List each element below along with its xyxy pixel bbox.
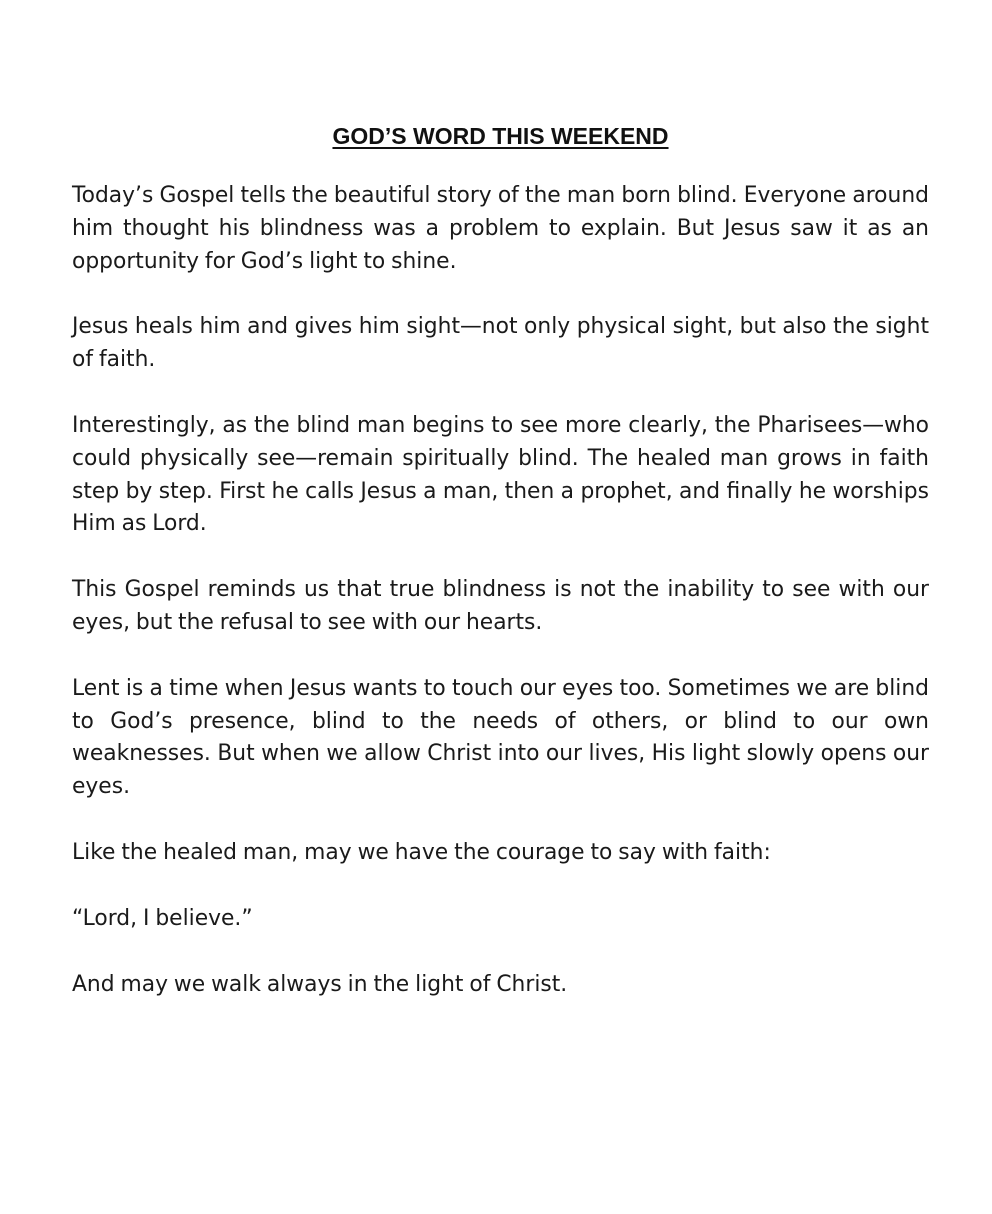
- paragraph-courage: Like the healed man, may we have the courage to say with faith:: [72, 839, 771, 865]
- page-title: GOD’S WORD THIS WEEKEND: [332, 123, 669, 149]
- document-page: [72, 118, 929, 1034]
- paragraph-pharisees: Interestingly, as the blind man begins to see more clearly, the Pharisees—who could physically see—remain spiritually blind. The healed man grows in faith step by step. First he calls Jesus a man, then a prophet, and finally he worships Him as Lord.: [72, 412, 929, 537]
- paragraph-quote: “Lord, I believe.”: [72, 905, 253, 931]
- paragraph-gospel-intro: Today’s Gospel tells the beautiful story of the man born blind. Everyone around him thought his blindness was a problem to explain. But Jesus saw it as an opportunity for God’s light to shine.: [72, 183, 929, 274]
- document-body: [72, 180, 929, 1001]
- paragraph-closing: And may we walk always in the light of Christ.: [72, 971, 568, 997]
- paragraph-true-blindness: This Gospel reminds us that true blindness is not the inability to see with our eyes, but the refusal to see with our hearts.: [72, 577, 929, 635]
- paragraph-lent: Lent is a time when Jesus wants to touch our eyes too. Sometimes we are blind to God’s presence, blind to the needs of others, or blind to our own weaknesses. But when we allow Christ into our lives, His light slowly opens our eyes.: [72, 675, 929, 800]
- paragraph-healing: Jesus heals him and gives him sight—not only physical sight, but also the sight of faith.: [72, 314, 929, 373]
